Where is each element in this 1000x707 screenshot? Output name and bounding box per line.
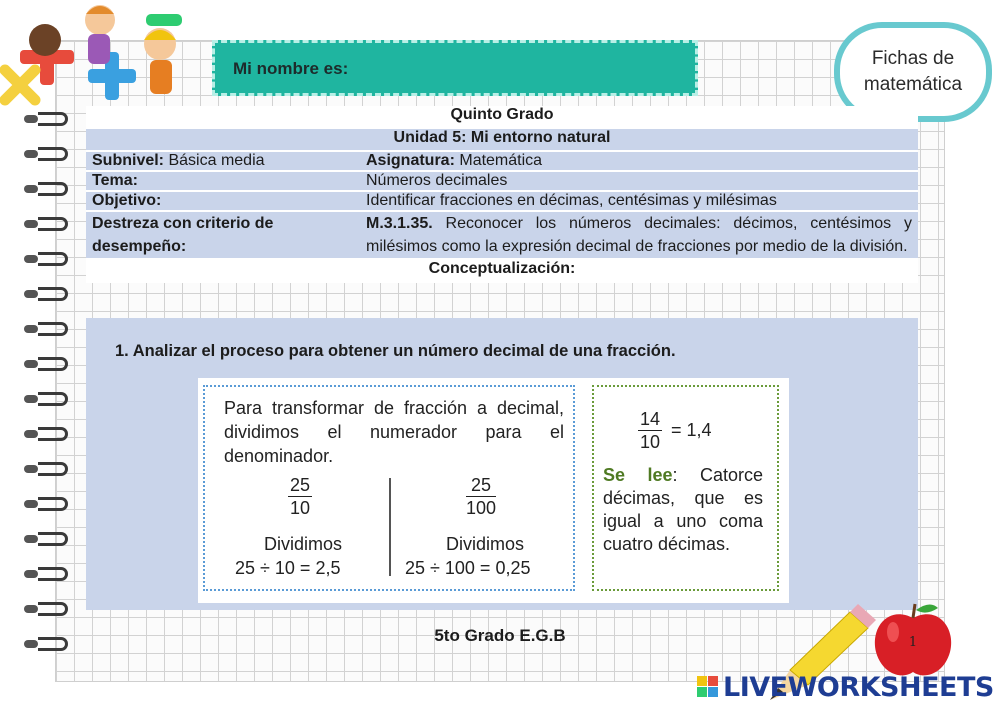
ring-binding: [24, 217, 70, 233]
destreza-label: [86, 211, 360, 259]
section-title: Conceptualización:: [86, 259, 918, 282]
ring-binding: [24, 602, 70, 618]
subnivel-value: Básica media: [168, 152, 265, 169]
fraction-25-10: [288, 474, 312, 519]
operation-1: 25 ÷ 10 = 2,5: [235, 558, 341, 578]
tema-label: Tema:: [86, 171, 360, 191]
divide-label-1: Dividimos: [263, 534, 342, 554]
liveworksheets-logo-icon: [697, 676, 719, 698]
grade-title: Quinto Grado: [86, 106, 918, 128]
info-table: [86, 106, 918, 283]
name-field[interactable]: [212, 40, 698, 96]
subnivel-cell: [86, 151, 360, 171]
destreza-value: [360, 211, 918, 259]
divide-label-2: Dividimos: [445, 534, 524, 554]
explanation-text: Para transformar de fracción a decimal, dividimos el numerador para el denominador.: [224, 398, 564, 466]
destreza-text: Reconocer los números decimales: décimos, centésimos y milésimos como la expresión decimal de fracciones por medio de la división.: [366, 215, 912, 255]
asignatura-label: Asignatura:: [366, 152, 455, 169]
divider-line: [389, 478, 391, 576]
asignatura-cell: [360, 151, 918, 171]
name-label: Mi nombre es:: [233, 59, 349, 78]
ring-binding: [24, 252, 70, 268]
times-sign-shape: [5, 70, 35, 100]
fraction-denominator: 100: [466, 498, 497, 518]
objetivo-label: Objetivo:: [86, 191, 360, 211]
notebook-rings: [24, 112, 74, 672]
ring-binding: [24, 322, 70, 338]
ring-binding: [24, 287, 70, 303]
fraction-25-100: [466, 474, 496, 519]
destreza-label-line1: Destreza con criterio de: [92, 215, 274, 232]
ring-binding: [24, 147, 70, 163]
asignatura-value: Matemática: [459, 152, 543, 169]
unit-title: Unidad 5: Mi entorno natural: [86, 128, 918, 151]
subnivel-label: Subnivel:: [92, 152, 165, 169]
ring-binding: [24, 567, 70, 583]
ring-binding: [24, 532, 70, 548]
liveworksheets-brand[interactable]: LIVEWORKSHEETS: [723, 672, 994, 703]
badge-line-2: matemática: [863, 74, 963, 95]
apple-illustration: [868, 600, 958, 680]
reading-text: [603, 464, 763, 556]
ring-binding: [24, 357, 70, 373]
objetivo-value: Identificar fracciones en décimas, centésimas y milésimas: [360, 191, 918, 211]
fraction-numerator: 14: [640, 409, 661, 429]
ring-binding: [24, 392, 70, 408]
se-lee-label: Se lee: [603, 465, 673, 485]
destreza-label-line2: desempeño:: [92, 238, 187, 255]
ring-binding: [24, 427, 70, 443]
footer-grade: 5to Grado E.G.B: [434, 626, 566, 645]
ring-binding: [24, 182, 70, 198]
fraction-numerator: 25: [466, 474, 496, 497]
fraction-14-10: [638, 408, 662, 453]
page-number: 1: [908, 635, 918, 650]
fraction-result: = 1,4: [671, 420, 712, 440]
se-lee-text: : Catorce décimas, que es igual a uno coma cuatro décimas.: [603, 465, 764, 554]
ring-binding: [24, 497, 70, 513]
operation-2: 25 ÷ 100 = 0,25: [405, 558, 531, 578]
destreza-code: M.3.1.35.: [366, 215, 433, 232]
fraction-numerator: 25: [290, 475, 311, 495]
fraction-denominator: 10: [290, 498, 311, 518]
example-image: [198, 378, 789, 603]
tema-value: Números decimales: [360, 171, 918, 191]
question-1: 1. Analizar el proceso para obtener un número decimal de una fracción.: [115, 342, 676, 360]
minus-sign-shape: [146, 14, 182, 26]
fraction-denominator: 10: [640, 432, 661, 452]
ring-binding: [24, 462, 70, 478]
badge-line-1: Fichas de: [871, 48, 955, 69]
